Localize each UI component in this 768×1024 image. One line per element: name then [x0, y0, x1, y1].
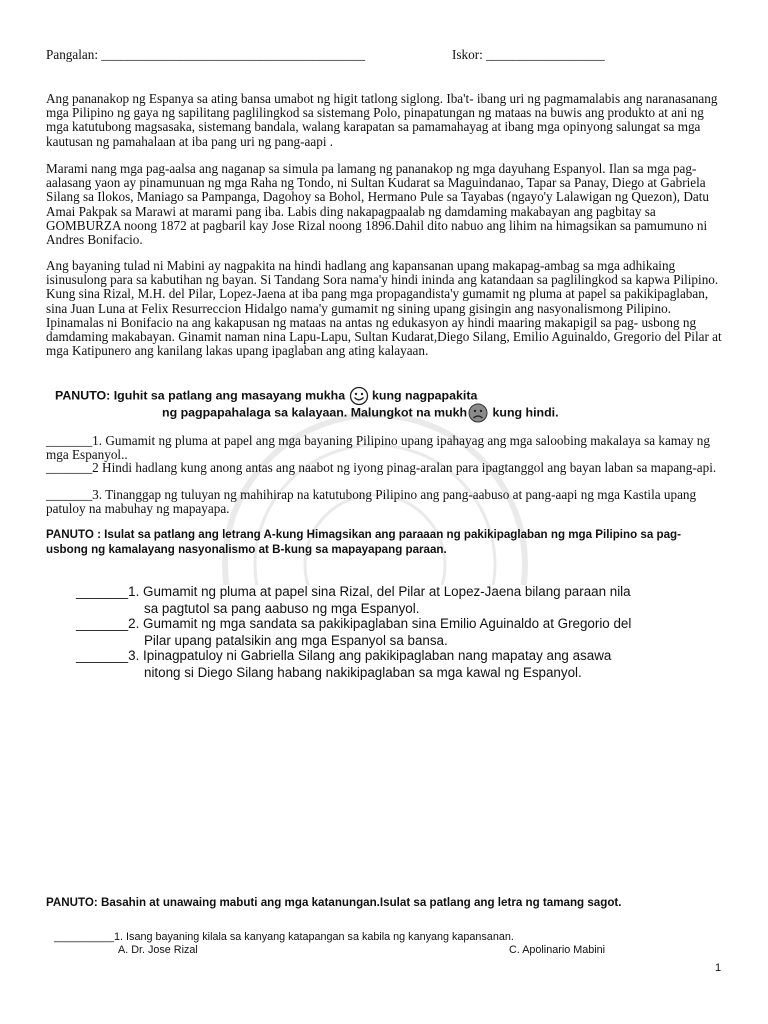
answer-blank: _______3.	[76, 648, 140, 663]
panuto1-line2-end: kung hindi.	[492, 405, 559, 420]
item-text-line2: nitong si Diego Silang habang nakikipaglaban sa mga kawal ng Espanyol.	[144, 664, 582, 680]
panuto2-item-1	[76, 584, 631, 617]
choice-c: C. Apolinario Mabini	[509, 944, 606, 956]
panuto1-instruction-line2	[162, 403, 559, 423]
panuto2-item-3	[76, 648, 611, 681]
item-text-line2: Pilar upang patalsikin ang mga Espanyol sa bansa.	[144, 632, 448, 648]
panuto1-line1-start: PANUTO: Iguhit sa patlang ang masayang mukha	[55, 388, 346, 403]
sad-face-icon	[467, 403, 489, 423]
panuto2-instruction: PANUTO : Isulat sa patlang ang letrang A-kung Himagsikan ang paraaan ng pakikipaglaban ng mga Pilipino sa pag-usbong ng kamalayang nasyonalismo at B-kung sa mapayapang paraan.	[46, 528, 681, 556]
paragraph-revolts: Marami nang mga pag-aalsa ang naganap sa simula pa lamang ng pananakop ng mga dayuhang Espanyol. Ilan sa mga pag-aalasang yaon ay pinamunuan ng mga Raha ng Tondo, ni Sultan Kudarat sa Maguindanao, Tapar sa Panay, Diego at Gabriela Silang sa Ilokos, Maniago sa Pampanga, Dagohoy sa Bohol, Hermano Pule sa Tayabas (ngayo'y Lalawigan ng Quezon), Datu Amai Pakpak sa Marawi at marami pang iba. Labis ding nakapagpaalab ng damdaming makabayan ang pagbitay sa GOMBURZA noong 1872 at pagbaril kay Jose Rizal noong 1896.Dahil dito nabuo ang lihim na himagsikan sa pamumuno ni Andres Bonifacio.	[46, 161, 709, 248]
panuto1-line1-end: kung nagpapakita	[372, 388, 478, 403]
answer-blank: _______2.	[76, 616, 140, 631]
choice-a: A. Dr. Jose Rizal	[118, 944, 198, 956]
panuto1-item-1: _______1. Gumamit ng pluma at papel ang mga bayaning Pilipino upang ipahayag ang mga saloobing makalaya sa kamay ng mga Espanyol..	[46, 433, 710, 463]
page-number: 1	[715, 962, 722, 974]
item-text-line1: Gumamit ng mga sandata sa pakikipaglaban sina Emilio Aguinaldo at Gregorio del	[143, 616, 632, 631]
answer-blank: _______1.	[76, 584, 140, 599]
score-field-label: Iskor: __________________	[452, 47, 605, 62]
item-text-line1: Ipinagpatuloy ni Gabriella Silang ang pakikipaglaban nang mapatay ang asawa	[143, 648, 612, 663]
panuto1-line2-start: ng pagpapahalaga sa kalayaan. Malungkot na mukh	[162, 405, 468, 420]
panuto3-instruction: PANUTO: Basahin at unawaing mabuti ang mga katanungan.Isulat sa patlang ang letra ng tamang sagot.	[46, 896, 622, 909]
name-field-label: Pangalan: ________________________________________	[46, 47, 366, 62]
panuto3-question-1: __________1. Isang bayaning kilala sa kanyang katapangan sa kabila ng kanyang kapansanan.	[54, 931, 514, 943]
item-text-line2: sa pagtutol sa pang aabuso ng mga Espanyol.	[144, 600, 420, 616]
panuto1-item-3: _______3. Tinanggap ng tuluyan ng mahihirap na katutubong Pilipino ang pang-aabuso at pang-aapi ng mga Kastila upang patuloy na mabuhay ng mapayapa.	[46, 487, 697, 517]
paragraph-heroes: Ang bayaning tulad ni Mabini ay nagpakita na hindi hadlang ang kapansanan upang makapag-ambag sa mga adhikaing isinusulong para sa kabutihan ng bayan. Si Tandang Sora nama'y hindi ininda ang katandaan sa paglilingkod sa kapwa Pilipino. Kung sina Rizal, M.H. del Pilar, Lopez-Jaena at iba pang mga propagandista'y gumamit ng pluma at papel sa pakikipaglaban, sina Juan Luna at Felix Resurreccion Hidalgo nama'y gumamit ng sining upang gisingin ang nasyonalismong Pilipino. Ipinamalas ni Bonifacio na ang kakapusan ng mataas na antas ng edukasyon ay hindi maaring makapigil sa pag- usbong ng damdaming makabayan. Ginamit naman nina Lapu-Lapu, Sultan Kudarat,Diego Silang, Emilio Aguinaldo, Gregorio del Pilar at mga Katipunero ang kanilang lakas upang ipaglaban ang ating kalayaan.	[46, 258, 722, 359]
panuto2-item-2	[76, 616, 631, 649]
panuto1-item-2: _______2 Hindi hadlang kung anong antas ang naabot ng iyong pinag-aralan para ipagtanggol ang bayan laban sa mapang-api.	[46, 460, 717, 475]
paragraph-intro: Ang pananakop ng Espanya sa ating bansa umabot ng higit tatlong siglong. Iba't- ibang uri ng pagmamalabis ang naranasanang mga Pilipino ng gaya ng sapilitang paglilingkod sa sistemang Polo, pinapatungan ng mataas na buwis ang produkto at ani ng mga katutubong magsasaka, sistemang bandala, walang karapatan sa pamamahayag at ibang mga opinyong salungat sa mga kautusan ng pamahalaan at iba pang uri ng pang-aapi .	[46, 91, 718, 149]
item-text-line1: Gumamit ng pluma at papel sina Rizal, del Pilar at Lopez-Jaena bilang paraan nila	[143, 584, 631, 599]
